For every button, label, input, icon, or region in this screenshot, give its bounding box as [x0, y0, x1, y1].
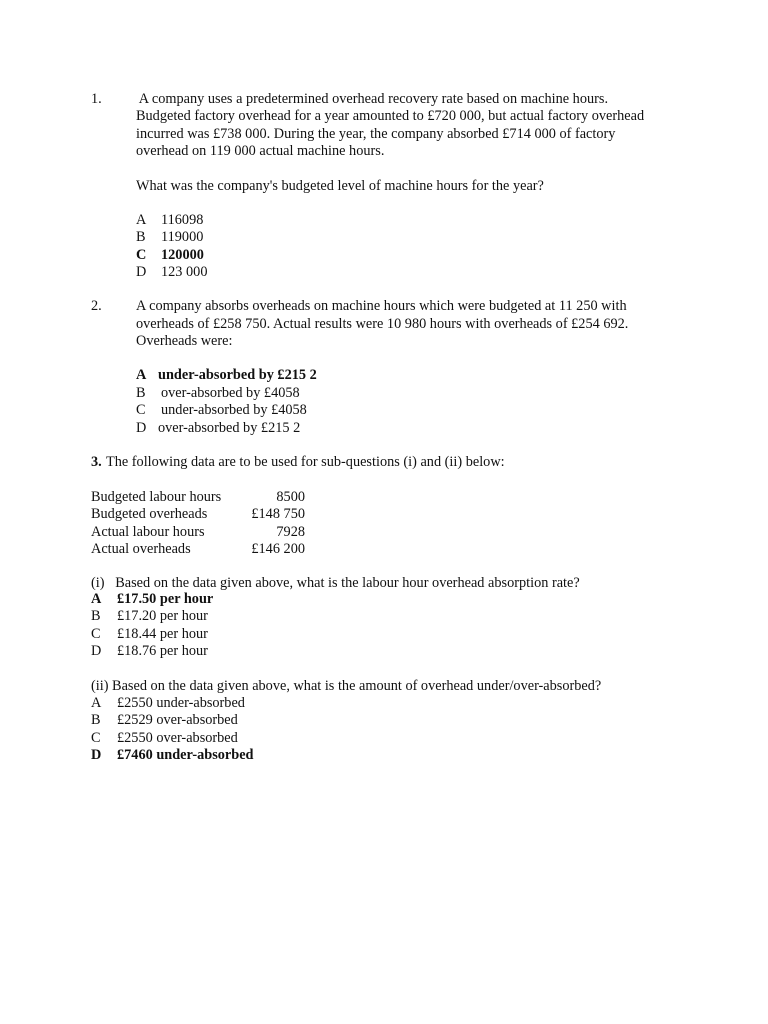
question-3-intro: The following data are to be used for sub-questions (i) and (ii) below:: [106, 454, 505, 470]
option-letter: C: [91, 730, 101, 746]
data-value: 8500: [276, 489, 305, 505]
data-row-actual-overheads: [91, 541, 305, 559]
option-text: £2550 over-absorbed: [117, 730, 238, 746]
data-label: Actual labour hours: [91, 524, 205, 540]
option-text: £17.20 per hour: [117, 608, 208, 624]
option-letter: A: [136, 212, 147, 228]
option-letter: C: [136, 247, 147, 263]
option-text: 123 000: [161, 264, 208, 280]
data-value: £148 750: [251, 506, 305, 522]
data-value: £146 200: [251, 541, 305, 557]
question-1-line-2: Budgeted factory overhead for a year amounted to £720 000, but actual factory overhead: [136, 108, 645, 124]
option-letter: B: [136, 385, 146, 401]
option-text-correct: £7460 under-absorbed: [117, 747, 254, 763]
option-letter: D: [91, 643, 102, 659]
sub-question-1-prompt: (i) Based on the data given above, what is the labour hour overhead absorption rate?: [91, 575, 580, 591]
data-value: 7928: [276, 524, 305, 540]
option-letter: A: [91, 591, 102, 607]
question-1-line-3: incurred was £738 000. During the year, the company absorbed £714 000 of factory: [136, 126, 616, 142]
option-text: £2529 over-absorbed: [117, 712, 238, 728]
option-letter: D: [136, 264, 147, 280]
option-letter: C: [91, 626, 101, 642]
data-label: Budgeted labour hours: [91, 489, 222, 505]
option-letter: A: [91, 695, 102, 711]
option-letter: C: [136, 402, 146, 418]
option-text-correct: 120000: [161, 247, 204, 263]
data-row-budgeted-overheads: [91, 506, 305, 524]
option-letter: D: [136, 420, 147, 436]
option-text: £2550 under-absorbed: [117, 695, 245, 711]
option-letter: A: [136, 367, 147, 383]
option-letter: B: [91, 608, 101, 624]
question-2-line-1: A company absorbs overheads on machine hours which were budgeted at 11 250 with: [136, 298, 627, 314]
question-2-line-3: Overheads were:: [136, 333, 233, 349]
question-1-prompt: What was the company's budgeted level of machine hours for the year?: [136, 178, 544, 194]
option-text: over-absorbed by £215 2: [158, 420, 301, 436]
question-1-line-1: A company uses a predetermined overhead recovery rate based on machine hours.: [136, 91, 609, 107]
data-label: Budgeted overheads: [91, 506, 208, 522]
option-text: over-absorbed by £4058: [161, 385, 300, 401]
sub-question-2-prompt: (ii) Based on the data given above, what is the amount of overhead under/over-absorbed?: [91, 678, 602, 694]
option-text: £18.76 per hour: [117, 643, 208, 659]
option-text: 119000: [161, 229, 204, 245]
question-2-number: 2.: [91, 298, 102, 314]
question-3-number: 3.: [91, 454, 102, 470]
data-label: Actual overheads: [91, 541, 191, 557]
option-letter: D: [91, 747, 102, 763]
option-text-correct: under-absorbed by £215 2: [158, 367, 317, 383]
data-row-budgeted-labour-hours: [91, 489, 305, 507]
option-text: 116098: [161, 212, 204, 228]
question-1-number: 1.: [91, 91, 102, 107]
option-letter: B: [136, 229, 146, 245]
option-text-correct: £17.50 per hour: [117, 591, 214, 607]
question-1-line-4: overhead on 119 000 actual machine hours.: [136, 143, 385, 159]
question-2-line-2: overheads of £258 750. Actual results were 10 980 hours with overheads of £254 692.: [136, 316, 629, 332]
option-text: under-absorbed by £4058: [161, 402, 307, 418]
option-letter: B: [91, 712, 101, 728]
data-row-actual-labour-hours: [91, 524, 305, 542]
option-text: £18.44 per hour: [117, 626, 208, 642]
